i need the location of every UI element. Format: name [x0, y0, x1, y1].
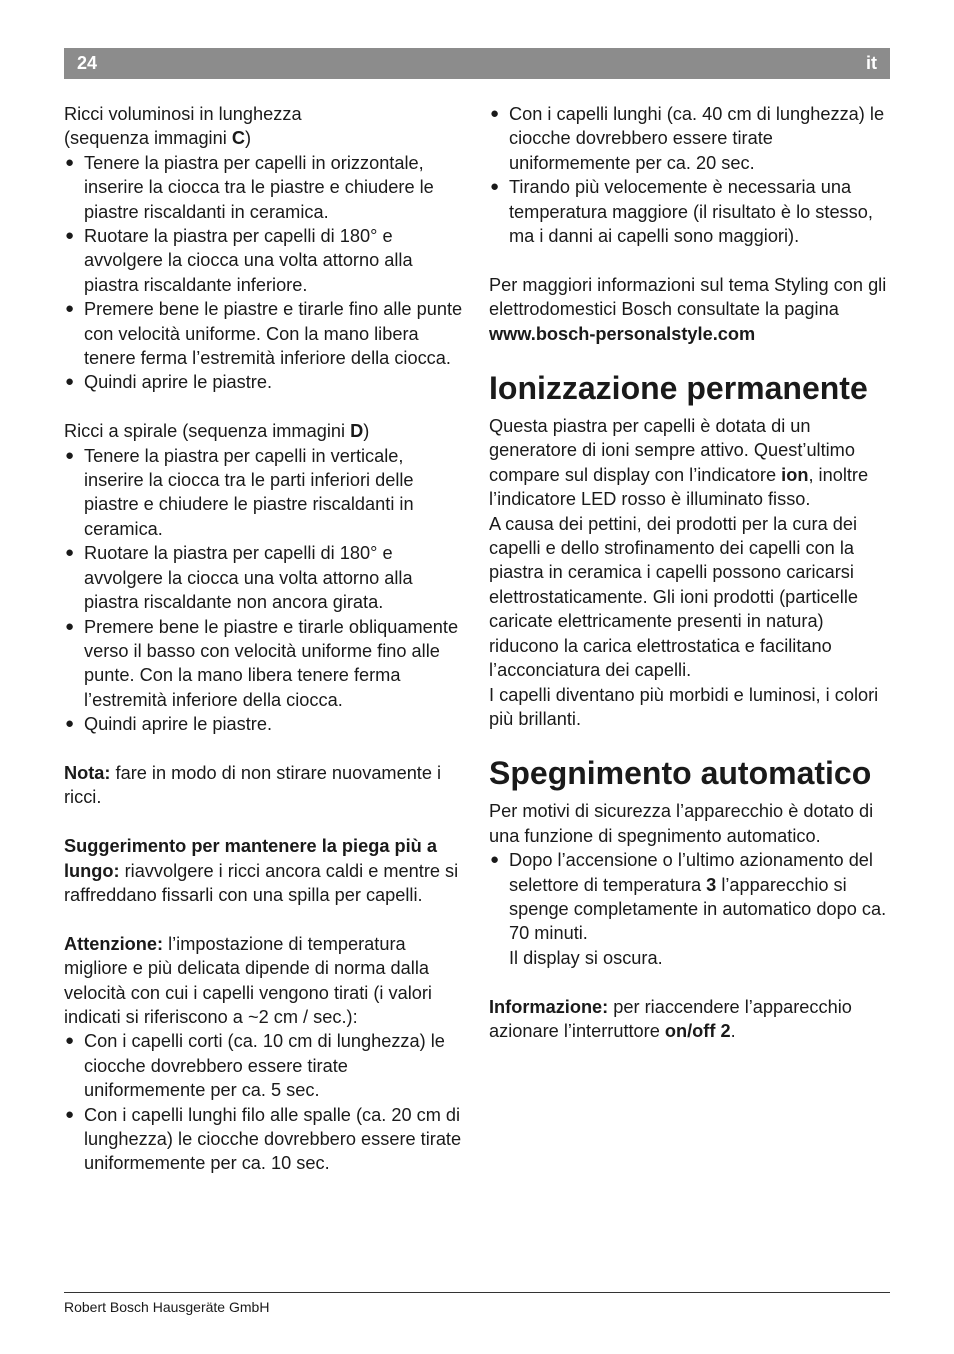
- website-link[interactable]: www.bosch-personalstyle.com: [489, 323, 756, 344]
- information-text: per riaccendere l’apparecchio azionare l’interruttore: [489, 996, 852, 1041]
- display-dark-text: Il display si oscura.: [509, 947, 663, 968]
- section-title-voluminous-curls: [64, 102, 466, 151]
- left-column: [64, 102, 466, 1176]
- section-title-spiral-curls: [64, 419, 466, 443]
- page-number: 24: [77, 53, 98, 73]
- more-info-text: Per maggiori informazioni sul tema Styling con gli elettrodomestici Bosch consultate la pagina: [489, 274, 887, 320]
- tip-label: Suggerimento per mantenere la piega più a lungo:: [64, 836, 437, 881]
- list-item: ● Tenere la piastra per capelli in orizzontale, inserire la ciocca tra le piastre e chiudere le piastre riscaldanti in ceramica.: [64, 151, 466, 224]
- ion-indicator-label: ion: [781, 464, 809, 485]
- shutoff-text: Dopo l’accensione o l’ultimo azionamento del selettore di temperatura: [509, 850, 873, 895]
- information-text: .: [730, 1020, 736, 1041]
- list-item: ● Tenere la piastra per capelli in verticale, inserire la ciocca tra le parti inferiori delle piastre e chiudere le piastre riscaldanti in ceramica.: [64, 444, 466, 542]
- section-title-line: Ricci a spirale (sequenza immagini: [64, 421, 351, 442]
- shutoff-list: [489, 848, 891, 970]
- list-item: ● Con i capelli lunghi filo alle spalle (ca. 20 cm di lunghezza) le ciocche dovrebbero essere tirate uniformemente per ca. 10 sec.: [64, 1103, 466, 1176]
- attention-paragraph: [64, 932, 466, 1030]
- attention-label: Attenzione:: [64, 933, 164, 954]
- list-item: ● Con i capelli lunghi (ca. 40 cm di lunghezza) le ciocche dovrebbero essere tirate uniformemente per ca. 20 sec.: [489, 102, 891, 175]
- image-sequence-label: D: [350, 421, 364, 442]
- ion-paragraph-2: A causa dei pettini, dei prodotti per la cura dei capelli e dello strofinamento dei capelli con la piastra in ceramica i capelli possono caricarsi elettrostaticamente. Gli ioni prodotti (particelle caricate elettricamente presenti in natura) riducono la carica elettrostatica e facilitano l’acconciatura dei capelli.: [489, 513, 858, 681]
- shutoff-text: l’apparecchio si spenge completamente in automatico dopo ca. 70 minuti.: [509, 874, 887, 944]
- information-label: Informazione:: [489, 996, 609, 1017]
- speed-list: [64, 1029, 466, 1175]
- list-item: ● Premere bene le piastre e tirarle obliquamente verso il basso con velocità uniforme fino alle punte. Con la mano libera tenere ferma l’estremità inferiore della ciocca.: [64, 615, 466, 713]
- instruction-list-voluminous: [64, 151, 466, 395]
- footer-company: Robert Bosch Hausgeräte GmbH: [64, 1299, 270, 1315]
- switch-label: on/off 2: [664, 1020, 731, 1041]
- list-item: ● Con i capelli corti (ca. 10 cm di lunghezza) le ciocche dovrebbero essere tirate uniformemente per ca. 5 sec.: [64, 1029, 466, 1102]
- list-item: ● Tirando più velocemente è necessaria una temperatura maggiore (il risultato è lo stesso, ma i danni ai capelli sono maggiori).: [489, 175, 891, 248]
- heading-auto-shutoff: Spegnimento automatico: [489, 755, 872, 792]
- section-title-line: (sequenza immagini: [64, 128, 232, 149]
- section-title-line: Ricci voluminosi in lunghezza: [64, 104, 302, 124]
- image-sequence-label: C: [231, 128, 245, 149]
- footer-divider: [64, 1292, 890, 1293]
- note-paragraph: [64, 761, 466, 810]
- ion-paragraph-1: [489, 414, 891, 512]
- selector-number: 3: [706, 874, 717, 895]
- heading-permanent-ionization: Ionizzazione permanente: [489, 370, 868, 407]
- list-item: ● Ruotare la piastra per capelli di 180° e avvolgere la ciocca una volta attorno alla piastra riscaldante non ancora girata.: [64, 541, 466, 614]
- attention-text: l’impostazione di temperatura migliore e più delicata dipende di norma dalla velocità con cui i capelli vengono tirati (i valori indicati si riferiscono a ~2 cm / sec.):: [64, 933, 432, 1027]
- list-item: ● Ruotare la piastra per capelli di 180° e avvolgere la ciocca una volta attorno alla piastra riscaldante inferiore.: [64, 224, 466, 297]
- speed-list-continued: [489, 102, 891, 248]
- shutoff-paragraph: Per motivi di sicurezza l’apparecchio è dotato di una funzione di spegnimento automatico.: [489, 801, 874, 846]
- instruction-list-spiral: [64, 444, 466, 737]
- right-column: [489, 102, 891, 1043]
- list-item: ● Premere bene le piastre e tirarle fino alle punte con velocità uniforme. Con la mano libera tenere ferma l’estremità inferiore della ciocca.: [64, 297, 466, 370]
- tip-text: riavvolgere i ricci ancora caldi e mentre si raffreddano fissarli con una spilla per capelli.: [64, 860, 459, 905]
- section-title-line: ): [244, 128, 252, 149]
- list-item: ● Quindi aprire le piastre.: [64, 712, 466, 736]
- language-code: it: [866, 53, 877, 73]
- ion-text: , inoltre l’indicatore LED rosso è illuminato fisso.: [489, 464, 869, 510]
- ion-paragraph-3: I capelli diventano più morbidi e luminosi, i colori più brillanti.: [489, 684, 879, 729]
- note-label: Nota:: [64, 762, 111, 783]
- page-header-bar: [64, 48, 890, 79]
- list-item: [489, 848, 891, 970]
- tip-paragraph: [64, 834, 466, 907]
- section-title-line: ): [363, 421, 370, 442]
- information-paragraph: [489, 995, 891, 1044]
- note-text: fare in modo di non stirare nuovamente i ricci.: [64, 762, 442, 808]
- more-info-paragraph: [489, 273, 891, 346]
- list-item: ● Quindi aprire le piastre.: [64, 370, 466, 394]
- ion-text: Questa piastra per capelli è dotata di un generatore di ioni sempre attivo. Quest’ultimo compare sul display con l’indicatore: [489, 416, 855, 485]
